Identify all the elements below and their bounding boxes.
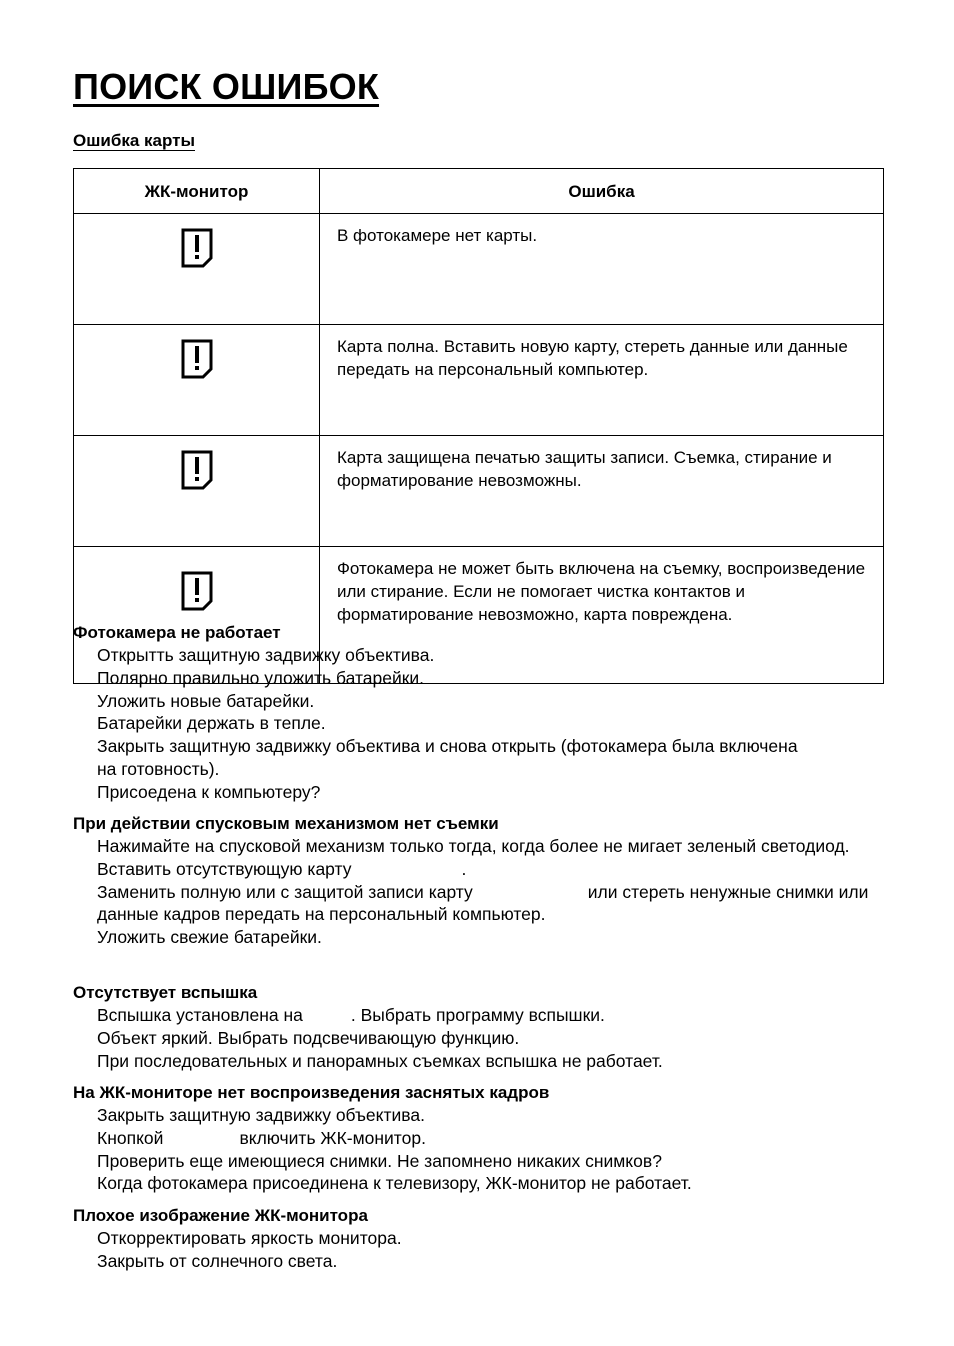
- issue-list: [73, 644, 883, 804]
- list-item: [97, 1127, 883, 1150]
- card-error-icon: [181, 571, 213, 617]
- list-item: Объект яркий. Выбрать подсвечивающую функцию.: [97, 1027, 520, 1048]
- issue-section-no-playback: [73, 1081, 883, 1195]
- table-header-row: [74, 169, 884, 214]
- list-item: Присоедена к компьютеру?: [97, 781, 321, 802]
- issue-section-title: Отсутствует вспышка: [73, 983, 258, 1002]
- table-cell-icon: [74, 436, 320, 547]
- table-cell-error-text: В фотокамере нет карты.: [320, 214, 884, 325]
- table-cell-icon: [74, 214, 320, 325]
- list-item-text: . Выбрать программу вспышки.: [350, 1005, 605, 1025]
- list-item: [97, 1004, 883, 1027]
- list-item: Открытть защитную задвижку объектива.: [97, 645, 435, 665]
- card-error-section-title: Ошибка карты: [73, 131, 195, 150]
- list-item-text: .: [461, 858, 467, 879]
- page-title: ПОИСК ОШИБОК: [73, 66, 380, 107]
- list-item: Когда фотокамера присоединена к телевизору, ЖК-монитор не работает.: [97, 1173, 692, 1194]
- issue-section-title: При действии спусковым механизмом нет съемки: [73, 814, 499, 833]
- table-header-error: Ошибка: [320, 169, 884, 214]
- table-cell-icon: [74, 325, 320, 436]
- issue-section-camera-not-working: [73, 621, 883, 804]
- list-item: Нажимайте на спусковой механизм только тогда, когда более не мигает зеленый светодиод.: [97, 836, 850, 856]
- issue-list: [73, 835, 883, 949]
- list-item: [97, 858, 883, 881]
- list-item: Закрыть защитную задвижку объектива и снова открыть (фотокамера была включена на готовность).: [97, 736, 798, 779]
- card-error-table: [73, 168, 884, 684]
- table-row: [74, 325, 884, 436]
- issue-section-title: Фотокамера не работает: [73, 623, 281, 642]
- list-item: [97, 881, 883, 927]
- issue-list: [73, 1004, 883, 1072]
- list-item: Закрыть защитную задвижку объектива.: [97, 1105, 426, 1125]
- issue-section-no-flash: [73, 981, 883, 1072]
- table-header-monitor: ЖК-монитор: [74, 169, 320, 214]
- list-item-text: или стереть ненужные снимки или данные кадров передать на персональный компьютер.: [97, 881, 869, 925]
- card-error-icon: [181, 450, 213, 496]
- issue-list: [73, 1104, 883, 1195]
- list-item-text: Кнопкой: [97, 1127, 164, 1148]
- card-error-icon: [181, 339, 213, 385]
- list-item-text: Вставить отсутствующую карту: [97, 858, 352, 879]
- table-cell-error-text: Фотокамера не может быть включена на съемку, воспроизведение или стирание. Если не помогает чистка контактов и форматирование невозможно, карта повреждена.: [320, 547, 884, 684]
- issue-list: [73, 1227, 883, 1273]
- table-row: [74, 436, 884, 547]
- list-item: При последовательных и панорамных съемках вспышка не работает.: [97, 1050, 663, 1071]
- list-item: Уложить новые батарейки.: [97, 690, 315, 711]
- list-item-text: включить ЖК-монитор.: [239, 1127, 426, 1148]
- list-item-text: Вспышка установлена на: [97, 1005, 303, 1025]
- table-row: [74, 214, 884, 325]
- list-item: Проверить еще имеющиеся снимки. Не запомнено никаких снимков?: [97, 1150, 662, 1171]
- list-item: Батарейки держать в тепле.: [97, 713, 326, 734]
- issue-section-title: Плохое изображение ЖК-монитора: [73, 1206, 368, 1225]
- table-cell-error-text: Карта защищена печатью защиты записи. Съемка, стирание и форматирование невозможны.: [320, 436, 884, 547]
- list-item: Полярно правильно уложить батарейки.: [97, 667, 425, 688]
- list-item-text: Заменить полную или с защитой записи карту: [97, 881, 473, 902]
- issue-section-bad-image: [73, 1204, 883, 1273]
- issue-section-title: На ЖК-мониторе нет воспроизведения заснятых кадров: [73, 1083, 550, 1102]
- list-item: Закрыть от солнечного света.: [97, 1250, 338, 1271]
- list-item: Откорректировать яркость монитора.: [97, 1228, 402, 1248]
- issue-section-no-shot: [73, 812, 883, 949]
- table-cell-error-text: Карта полна. Вставить новую карту, стереть данные или данные передать на персональный компьютер.: [320, 325, 884, 436]
- list-item: Уложить свежие батарейки.: [97, 927, 322, 948]
- card-error-icon: [181, 228, 213, 274]
